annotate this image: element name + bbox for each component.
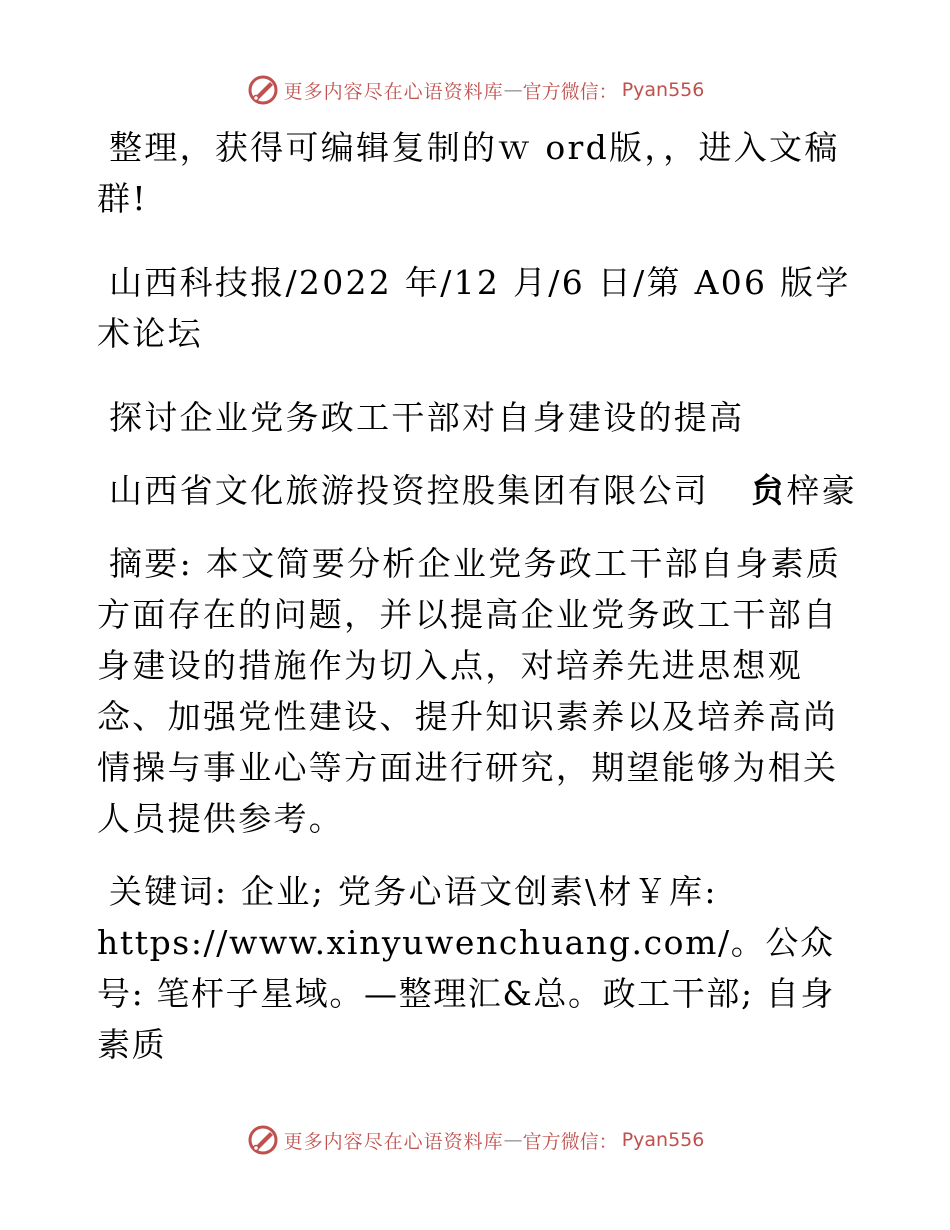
watermark-handle: Pyan556	[621, 79, 705, 101]
keywords-line: 关键词: 企业; 党务心语文创素\材￥库:	[109, 872, 718, 911]
organization: 山西省文化旅游投资控股集团有限公司	[109, 471, 710, 510]
footer-watermark	[0, 1120, 950, 1160]
source-line: 山西科技报/2022 年/12 月/6 日/第 A06 版学术论坛	[97, 263, 851, 353]
document-body	[97, 122, 857, 1070]
author-name	[739, 465, 857, 516]
brush-logo-icon	[246, 1123, 280, 1157]
watermark-handle: Pyan556	[621, 1129, 705, 1151]
author-given-name: 梓豪	[786, 471, 857, 510]
watermark-wechat-label: 官方微信：	[522, 1130, 618, 1153]
watermark-wechat-label: 官方微信：	[522, 80, 618, 103]
watermark-dash: —	[503, 79, 523, 101]
abstract-paragraph: 摘要: 本文简要分析企业党务政工干部自身素质方面存在的问题，并以提高企业党务政工干部自身建设的措施作为切入点，对培养先进思想观念、加强党性建设、提升知识素养以及培养高尚情操与事业心等方面进行研究，期望能够为相关人员提供参考。	[97, 544, 842, 838]
watermark-main-text: 更多内容尽在心语资料库	[283, 1130, 504, 1153]
intro-paragraph: 整理，获得可编辑复制的ｗ ord版，，进入文稿群!	[97, 128, 840, 218]
article-title: 探讨企业党务政工干部对自身建设的提高	[109, 398, 745, 437]
author-surname: 贠	[751, 471, 787, 510]
keywords-continued: https://www.xinyuwenchuang.com/。公众号: 笔杆子星域。—整理汇&总。政工干部; 自身素质	[97, 923, 835, 1064]
header-watermark	[0, 70, 950, 110]
watermark-dash: —	[503, 1129, 523, 1151]
brush-logo-icon	[246, 73, 280, 107]
watermark-main-text: 更多内容尽在心语资料库	[283, 80, 504, 103]
author-line	[97, 465, 857, 516]
